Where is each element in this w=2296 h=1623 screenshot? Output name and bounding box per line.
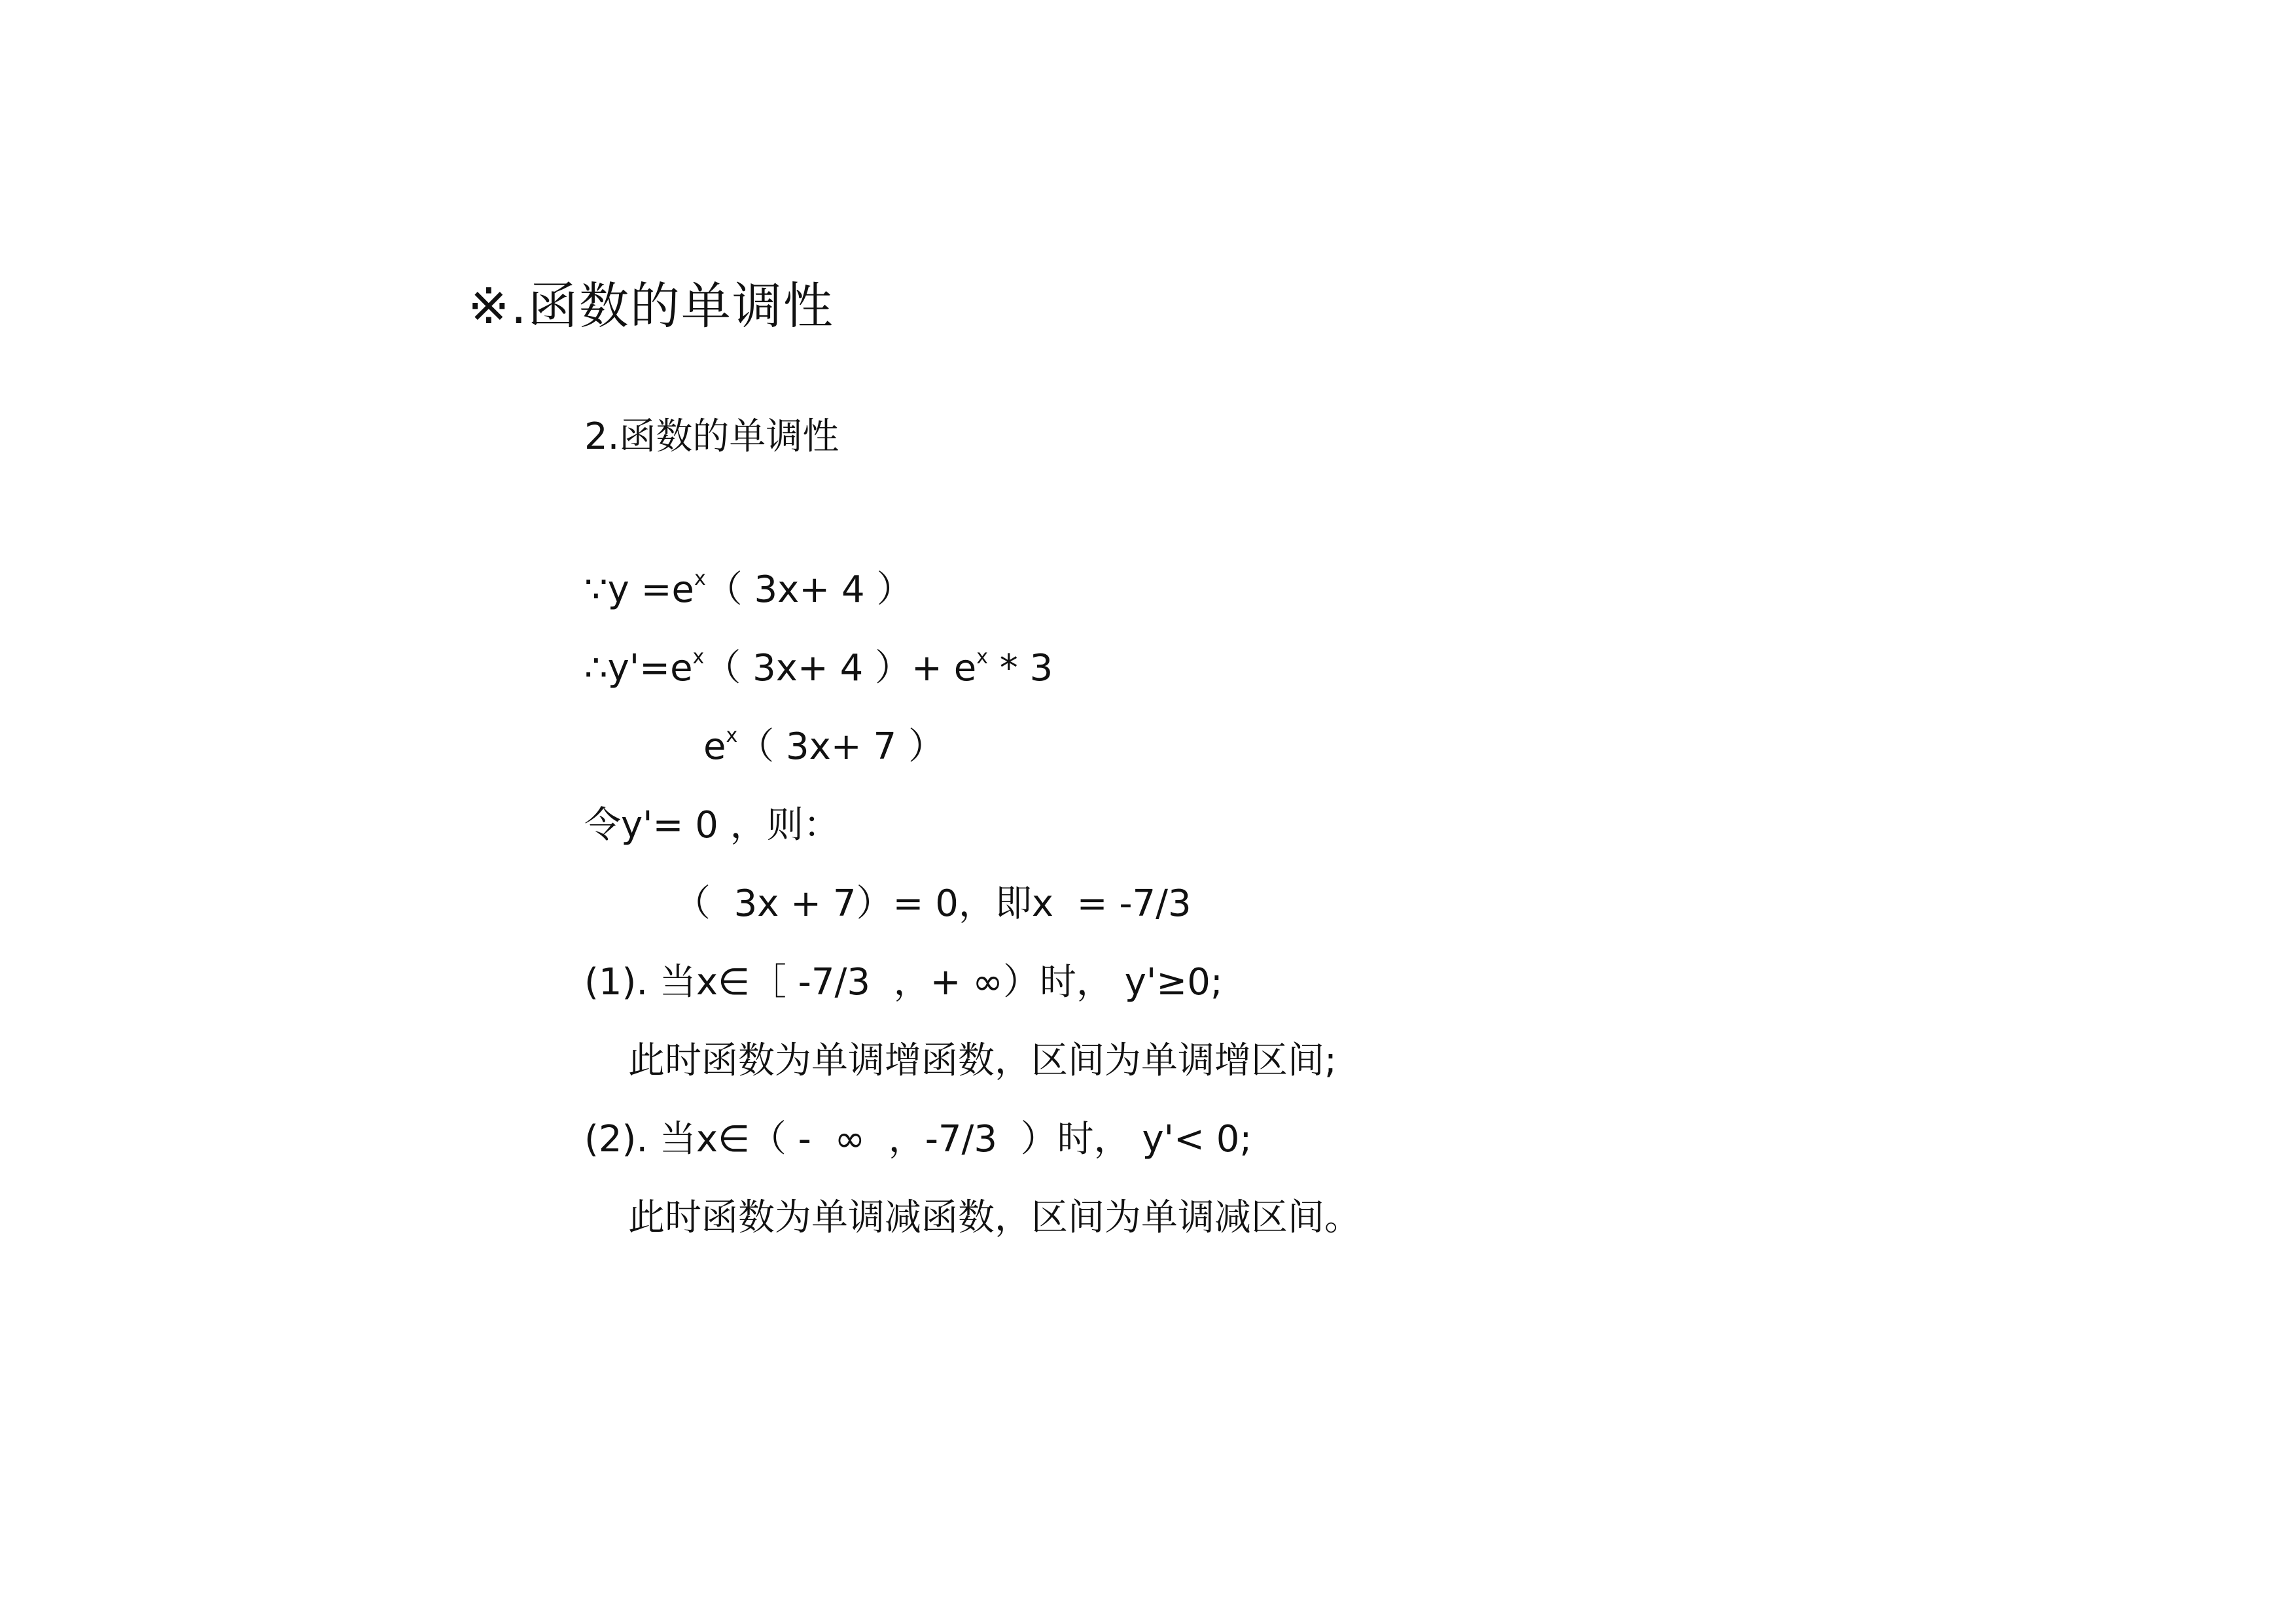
case-increasing: (1). 当x∈［ -7/3 ，+ ∞）时， y'≥0; xyxy=(584,961,1223,1003)
solve-critical-point: （ 3x + 7）= 0，即x = -7/3 xyxy=(674,882,1192,925)
equation-derivative-lead: ∴y'=e xyxy=(584,647,693,689)
equation-simplified-tail: （ 3x+ 7 ） xyxy=(737,725,945,768)
exponent: x xyxy=(694,567,706,590)
equation-function-tail: （ 3x+ 4 ） xyxy=(705,568,913,611)
equation-derivative xyxy=(584,642,1053,695)
equation-simplified xyxy=(703,721,945,773)
equation-derivative-mid: （ 3x+ 4 ）+ e xyxy=(704,647,977,689)
exponent: x xyxy=(726,724,738,747)
case-decreasing-description: 此时函数为单调减函数，区间为单调减区间。 xyxy=(628,1196,1361,1239)
page-title: ※.函数的单调性 xyxy=(468,277,834,335)
exponent: x xyxy=(692,646,705,669)
case-decreasing: (2). 当x∈（ - ∞ ，-7/3 ）时， y'< 0; xyxy=(584,1118,1252,1161)
equation-derivative-tail: * 3 xyxy=(987,647,1053,689)
case-increasing-description: 此时函数为单调增函数，区间为单调增区间; xyxy=(628,1039,1337,1082)
equation-function-lead: ∵y =e xyxy=(584,568,694,611)
section-subtitle: 2.函数的单调性 xyxy=(584,415,839,458)
set-derivative-zero: 令y'= 0 ，则： xyxy=(584,804,840,846)
equation-function xyxy=(584,564,913,616)
equation-simplified-lead: e xyxy=(703,725,726,768)
exponent: x xyxy=(976,646,988,669)
